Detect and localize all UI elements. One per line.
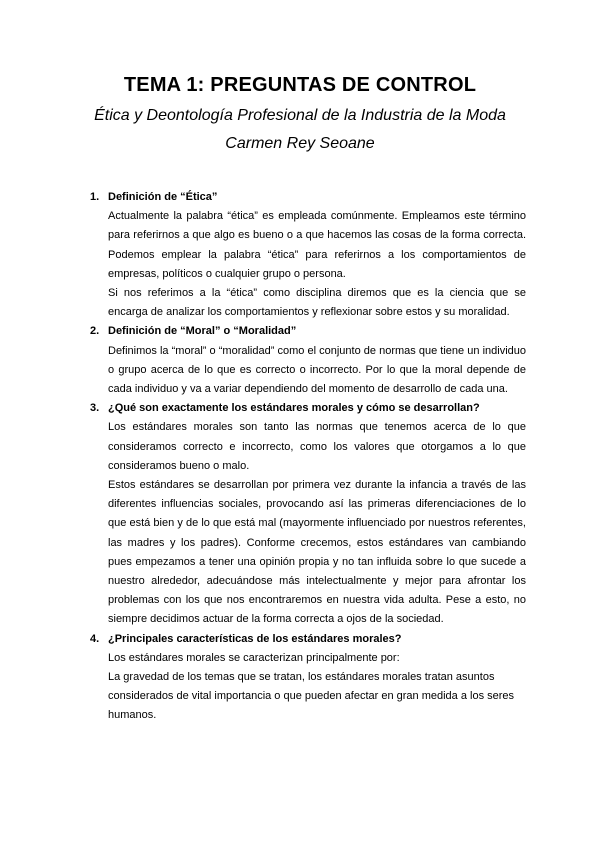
answer-paragraph: Actualmente la palabra “ética” es empleada comúnmente. Empleamos este término para referirnos a que algo es bueno o a que hacemos las cosas de la forma correcta. Podemos emplear la palabra “ética” para referirnos a los comportamientos de empresas, políticos o cualquier grupo o persona.: [108, 210, 526, 280]
question-heading: ¿Principales características de los estándares morales?: [108, 632, 402, 645]
question-item-1: [0, 188, 600, 322]
answer-paragraph: Definimos la “moral” o “moralidad” como el conjunto de normas que tiene un individuo o grupo acerca de lo que es correcto o incorrecto. Por lo que la moral depende de cada individuo y va a variar dependiendo del momento de desarrollo de cada una.: [108, 344, 526, 396]
question-number: 2.: [90, 325, 100, 338]
answer-paragraph: Estos estándares se desarrollan por primera vez durante la infancia a través de las diferentes influencias sociales, provocando así las primeras diferenciaciones de lo que está bien y de lo que está mal (mayormente influenciado por nuestros referentes, las madres y los padres). Conforme crecemos, estos estándares van cambiando pues empezamos a tener una opinión propia y no tan influida sobre lo que sucede a nuestro alrededor, adecuándose más intelectualmente y mejor para afrontar los problemas con los que nos encontraremos en nuestra vida adulta. Pese a esto, no siempre decidimos actuar de la forma correcta a ojos de la sociedad.: [108, 479, 526, 626]
question-item-2: [0, 322, 600, 399]
question-number: 4.: [90, 632, 100, 645]
document-author: Carmen Rey Seoane: [225, 135, 375, 152]
question-heading: ¿Qué son exactamente los estándares morales y cómo se desarrollan?: [108, 402, 480, 415]
answer-paragraph: Los estándares morales se caracterizan principalmente por:: [108, 651, 400, 664]
question-heading: Definición de “Ética”: [108, 191, 218, 203]
document-subtitle: Ética y Deontología Profesional de la Industria de la Moda: [94, 107, 506, 124]
question-item-3: [0, 399, 600, 629]
question-number: 1.: [90, 191, 100, 203]
question-number: 3.: [90, 402, 100, 415]
page-title: TEMA 1: PREGUNTAS DE CONTROL: [123, 74, 477, 96]
answer-paragraph: La gravedad de los temas que se tratan, los estándares morales tratan asuntos considerados de vital importancia o que pueden afectar en gran medida a los seres humanos.: [108, 671, 515, 722]
questions-list: [0, 188, 600, 726]
question-item-4: [0, 630, 600, 726]
answer-paragraph: Los estándares morales son tanto las normas que tenemos acerca de lo que consideramos correcto e incorrecto, como los valores que otorgamos a lo que consideramos bueno o malo.: [108, 421, 526, 472]
answer-paragraph: Si nos referimos a la “ética” como disciplina diremos que es la ciencia que se encarga de analizar los comportamientos y reflexionar sobre estos y su moralidad.: [108, 287, 526, 319]
question-heading: Definición de “Moral” o “Moralidad”: [108, 325, 297, 338]
